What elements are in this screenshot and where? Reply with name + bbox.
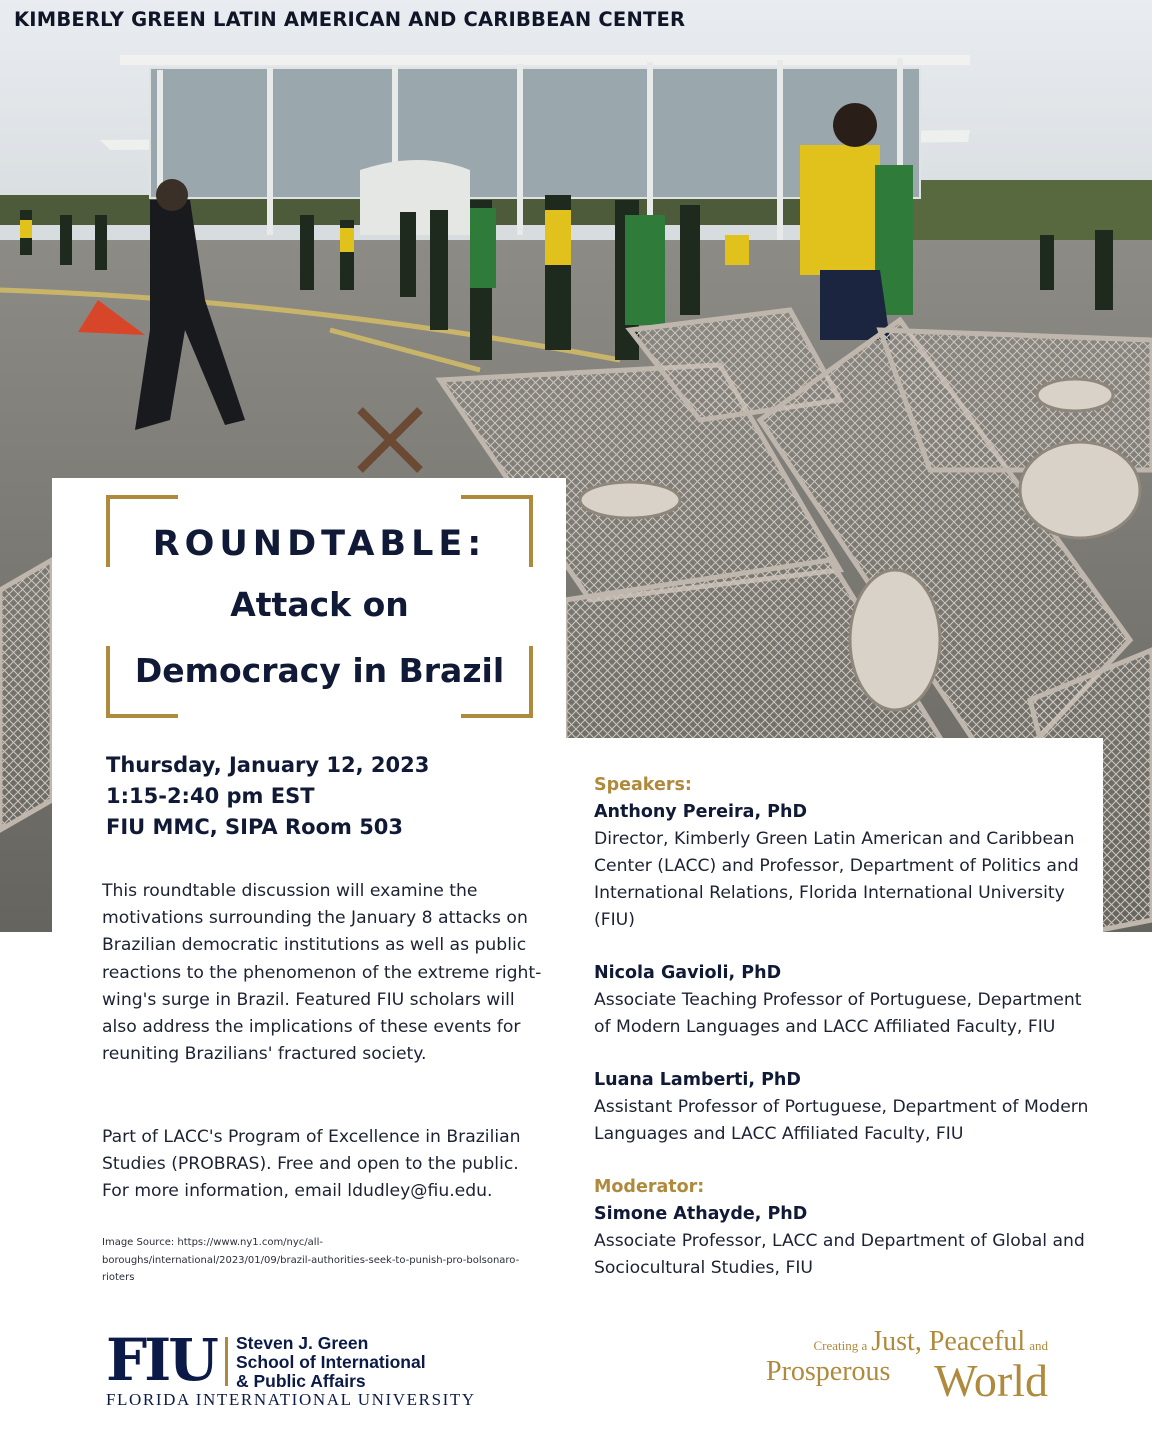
speaker-name: Nicola Gavioli, PhD (594, 963, 782, 983)
slogan-creating: Creating a (813, 1338, 868, 1353)
moderator-name: Simone Athayde, PhD (594, 1204, 808, 1224)
speaker-item (594, 799, 1094, 934)
event-title-line2: Democracy in Brazil (134, 651, 505, 690)
speaker-item (594, 960, 1094, 1041)
fiu-wordmark: FIU (106, 1326, 216, 1394)
moderator-role: Associate Professor, LACC and Department of Global and Sociocultural Studies, FIU (594, 1231, 1085, 1278)
slogan-prosperous-text: Prosperous (766, 1356, 891, 1387)
slogan-and: and (1029, 1338, 1048, 1353)
event-date: Thursday, January 12, 2023 (106, 753, 430, 777)
speaker-name: Anthony Pereira, PhD (594, 802, 807, 822)
event-time: 1:15-2:40 pm EST (106, 784, 315, 808)
event-description: This roundtable discussion will examine the motivations surrounding the January 8 attacks on Brazilian democratic institutions as well as public reactions to the phenomenon of the extreme right-wing's surge in Brazil. Featured FIU scholars will also address the implications of these events for reuniting Brazilians' fractured society. (102, 881, 542, 1065)
slogan-world-text: World (934, 1355, 1048, 1406)
slogan-just-peaceful: Just, Peaceful (871, 1326, 1026, 1357)
event-title-line1: Attack on (230, 585, 409, 624)
moderator-heading: Moderator: (594, 1177, 705, 1197)
speaker-name: Luana Lamberti, PhD (594, 1070, 801, 1090)
speaker-item (594, 1067, 1094, 1148)
event-info (106, 750, 429, 843)
slogan (760, 1322, 1060, 1412)
speakers-heading: Speakers: (594, 775, 692, 795)
image-source: Image Source: https://www.ny1.com/nyc/all-boroughs/international/2023/01/09/brazil-authorities-seek-to-punish-pro-bolsonaro-rioters (102, 1237, 520, 1283)
speaker-role: Assistant Professor of Portuguese, Department of Modern Languages and LACC Affiliated Faculty, FIU (594, 1097, 1089, 1144)
logo-divider (225, 1337, 228, 1386)
center-name: KIMBERLY GREEN LATIN AMERICAN AND CARIBBEAN CENTER (14, 8, 686, 31)
school-name (236, 1334, 426, 1391)
university-name: FLORIDA INTERNATIONAL UNIVERSITY (106, 1390, 476, 1409)
roundtable-label: ROUNDTABLE: (152, 524, 487, 564)
slogan-world (934, 1354, 1048, 1407)
speaker-role: Director, Kimberly Green Latin American and Caribbean Center (LACC) and Professor, Department of Politics and International Relations, Florida International University (FIU) (594, 829, 1079, 930)
speakers-section (594, 772, 1094, 1282)
school-name-line2: School of International (236, 1352, 426, 1372)
school-name-line3: & Public Affairs (236, 1371, 366, 1391)
program-note: Part of LACC's Program of Excellence in Brazilian Studies (PROBRAS). Free and open to the public. For more information, email ldudley@fiu.edu. (102, 1127, 521, 1202)
school-name-line1: Steven J. Green (236, 1333, 369, 1353)
slogan-prosperous (766, 1356, 890, 1388)
speaker-role: Associate Teaching Professor of Portuguese, Department of Modern Languages and LACC Affiliated Faculty, FIU (594, 990, 1082, 1037)
moderator-item (594, 1174, 1094, 1282)
event-location: FIU MMC, SIPA Room 503 (106, 815, 404, 839)
